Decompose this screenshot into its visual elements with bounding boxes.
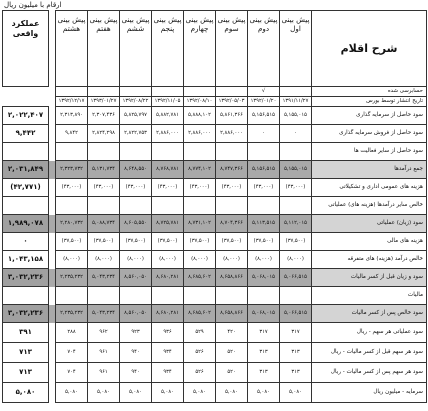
row-label: خالص سایر درآمدها (هزینه های) عملیاتی [312,197,427,215]
forecast-value-cell [216,197,248,215]
forecast-value-cell: ۵,۱۱۲,۰۱۵ [280,215,312,233]
forecast-value-cell: (۸,۰۰۰) [280,251,312,269]
actual-value-cell [3,197,49,215]
forecast-value-cell: ۸,۷۶۸,۷۸۱ [152,161,184,179]
forecast-value-cell: ۵,۰۸۰ [152,383,184,403]
forecast-value-cell: ۵,۰۶۸,۰۱۵ [248,269,280,287]
forecast-value-cell: ۸,۷۳۱,۱۰۲ [184,215,216,233]
forecast-value-cell: (۴۳,۰۰۰) [184,179,216,197]
forecast-value-cell [152,143,184,161]
table-row [3,287,427,305]
forecast-value-cell: ۵,۸۶۱,۳۶۶ [216,107,248,125]
row-label: سود حاصل از سایر فعالیت ها [312,143,427,161]
forecast-value-cell: ۸,۷۴۷,۳۶۶ [216,161,248,179]
forecast-value-cell [216,143,248,161]
row-label: هزینه های عمومی اداری و تشکیلاتی [312,179,427,197]
forecast-value-cell: ۸,۷۲۵,۷۸۱ [152,215,184,233]
forecast-value-cell: ۵,۰۸۰ [248,383,280,403]
forecast-value-cell: ۴۲۰ [216,323,248,343]
actual-value-cell: ۳,۰۳۲,۲۳۶ [3,269,49,287]
forecast-value-cell: ۸,۶۰۵,۵۵۰ [120,215,152,233]
forecast-value-cell: ۵,۸۲۵,۷۹۷ [120,107,152,125]
forecast-value-cell: ۹۳۶ [152,323,184,343]
forecast-value-cell [248,287,280,305]
forecast-value-cell: ۸,۶۸۰,۲۸۱ [152,269,184,287]
forecast-value-cell: ۵,۱۵۵,۰۱۵ [280,161,312,179]
meta-cell: ۱۳۹۲/۰۵/۰۳ [216,97,248,107]
forecast-column-header: پیش بینی هفتم [88,11,120,87]
forecast-value-cell: ۸,۶۸۵,۶۰۲ [184,269,216,287]
forecast-column-header: پیش بینی هشتم [56,11,88,87]
forecast-value-cell [184,197,216,215]
forecast-column-header: پیش بینی پنجم [152,11,184,87]
forecast-value-cell: ۲,۸۸۶,۰۰۰ [184,125,216,143]
row-label: سود خالص پس از کسر مالیات [312,305,427,323]
meta-cell: ۱۳۹۲/۰۸/۱۰ [184,97,216,107]
forecast-value-cell: ۵,۱۵۶,۵۱۵ [248,161,280,179]
forecast-column-header: پیش بینی سوم [216,11,248,87]
forecast-table-body [3,11,427,323]
forecast-value-cell: (۸,۰۰۰) [88,251,120,269]
forecast-value-cell: ۵۲۰ [216,343,248,363]
forecast-value-cell: ۸,۶۸۵,۶۰۲ [184,305,216,323]
row-label: سود و زیان قبل از کسر مالیات [312,269,427,287]
table-row [3,107,427,125]
forecast-value-cell: ۵,۱۵۶,۵۱۵ [248,107,280,125]
forecast-value-cell: ۳۱۷ [248,323,280,343]
actual-value-cell: ۱,۰۴۳,۱۵۸ [3,251,49,269]
forecast-value-cell: ۳۱۳ [248,363,280,383]
forecast-value-cell [280,197,312,215]
actual-value-cell: ۳,۰۳۲,۲۳۶ [3,305,49,323]
per-share-row [3,343,427,363]
forecast-value-cell [56,197,88,215]
forecast-value-cell: ۸,۶۵۸,۸۶۶ [216,269,248,287]
actual-value-cell: ۹,۴۴۲ [3,125,49,143]
meta-cell [88,87,120,97]
actual-value-cell: ۷۱۳ [3,343,49,363]
empty-cell [49,107,56,125]
forecast-value-cell [280,287,312,305]
forecast-value-cell: ۵,۰۸۰ [120,383,152,403]
row-label: مالیات [312,287,427,305]
actual-value-cell [3,143,49,161]
empty-cell [49,97,56,107]
per-share-row [3,323,427,343]
table-row [3,251,427,269]
meta-cell [184,87,216,97]
actual-value-cell [3,287,49,305]
row-label: سود حاصل از سرمایه گذاری [312,107,427,125]
forecast-value-cell: ۹۴۰ [120,343,152,363]
forecast-value-cell: ۵۲۰ [216,363,248,383]
meta-cell: √ [248,87,280,97]
forecast-value-cell: ۵۲۶ [184,363,216,383]
forecast-value-cell: ۰ [280,125,312,143]
table-row [3,269,427,287]
forecast-value-cell [152,197,184,215]
forecast-value-cell: ۹۶۱ [88,363,120,383]
empty-cell [49,343,56,363]
forecast-value-cell: ۵۲۶ [184,343,216,363]
empty-cell [49,323,56,343]
forecast-value-cell [88,143,120,161]
forecast-value-cell: (۳۷,۵۰۰) [216,233,248,251]
forecast-value-cell: ۵,۰۶۸,۰۱۵ [248,305,280,323]
forecast-value-cell: (۳۷,۵۰۰) [248,233,280,251]
forecast-value-cell: ۲,۸۲۴,۲۹۸ [88,125,120,143]
row-label: سرمایه - میلیون ریال [312,383,427,403]
table-row [3,143,427,161]
forecast-value-cell: ۵,۱۳۱,۷۳۴ [88,161,120,179]
forecast-value-cell: ۵,۰۸۸,۷۳۴ [88,215,120,233]
forecast-value-cell: (۴۳,۰۰۰) [120,179,152,197]
per-share-table [2,322,427,403]
forecast-value-cell: (۸,۰۰۰) [184,251,216,269]
empty-cell [49,305,56,323]
empty-cell [49,87,56,97]
meta-cell [152,87,184,97]
empty-cell [49,383,56,403]
forecast-value-cell: (۴۳,۰۰۰) [56,179,88,197]
meta-row [3,87,427,97]
table-title: شرح اقلام [312,11,427,87]
forecast-value-cell: (۴۳,۰۰۰) [88,179,120,197]
forecast-value-cell: ۷۰۴ [56,363,88,383]
empty-cell [49,161,56,179]
meta-cell: ۱۳۹۲/۱۱/۰۵ [152,97,184,107]
forecast-value-cell: ۹,۸۴۲ [56,125,88,143]
forecast-value-cell: ۲,۳۰۷,۴۳۶ [88,107,120,125]
forecast-value-cell: ۲,۸۸۶,۰۰۰ [216,125,248,143]
forecast-value-cell [56,287,88,305]
forecast-value-cell: ۵,۱۵۵,۰۱۵ [280,107,312,125]
forecast-value-cell: (۳۷,۵۰۰) [152,233,184,251]
actual-column-header: عملکرد واقعی [3,11,49,87]
forecast-value-cell: ۵,۰۸۰ [184,383,216,403]
forecast-value-cell: ۹۴۰ [120,363,152,383]
empty-cell [49,197,56,215]
meta-row [3,97,427,107]
forecast-value-cell: ۲,۳۲۳,۷۳۲ [56,161,88,179]
forecast-value-cell: ۲,۲۳۵,۲۳۲ [56,305,88,323]
empty-cell [49,143,56,161]
per-share-row [3,383,427,403]
empty-cell [3,97,49,107]
actual-value-cell: ۲,۰۲۲,۴۰۷ [3,107,49,125]
forecast-value-cell: ۵,۰۶۶,۵۱۵ [280,305,312,323]
actual-value-cell: ۷۱۳ [3,363,49,383]
forecast-value-cell [248,197,280,215]
forecast-value-cell: (۳۷,۵۰۰) [88,233,120,251]
forecast-value-cell: (۸,۰۰۰) [120,251,152,269]
forecast-value-cell: ۹۳۴ [152,363,184,383]
meta-cell: ۱۳۹۲/۱۲/۱۷ [56,97,88,107]
empty-cell [49,125,56,143]
forecast-value-cell: (۳۷,۵۰۰) [56,233,88,251]
row-label: سود حاصل از فروش سرمایه گذاری [312,125,427,143]
forecast-table [2,10,427,323]
row-label: جمع درآمدها [312,161,427,179]
forecast-value-cell: ۳۱۳ [248,343,280,363]
forecast-value-cell: ۲,۸۸۶,۰۰۰ [152,125,184,143]
forecast-value-cell: ۲,۳۱۳,۸۹۰ [56,107,88,125]
forecast-value-cell [88,287,120,305]
table-row [3,197,427,215]
actual-value-cell: ۲,۰۳۱,۸۴۹ [3,161,49,179]
per-share-row [3,363,427,383]
forecast-value-cell: (۸,۰۰۰) [56,251,88,269]
forecast-value-cell: ۵,۰۶۶,۵۱۵ [280,269,312,287]
forecast-value-cell: ۵,۱۱۳,۵۱۵ [248,215,280,233]
empty-cell [49,233,56,251]
forecast-value-cell [184,287,216,305]
forecast-value-cell [120,287,152,305]
unit-note: ارقام با میلیون ریال [4,1,62,9]
forecast-value-cell: ۹۶۲ [88,323,120,343]
forecast-value-cell: ۵۲۹ [184,323,216,343]
forecast-value-cell: ۳۱۷ [280,323,312,343]
meta-cell: ۱۳۹۲/۰۱/۲۰ [248,97,280,107]
forecast-value-cell: ۸,۶۸۰,۲۸۱ [152,305,184,323]
forecast-value-cell [184,143,216,161]
forecast-column-header: پیش بینی اول [280,11,312,87]
forecast-value-cell: ۸,۷۷۴,۱۰۲ [184,161,216,179]
forecast-value-cell: (۳۷,۵۰۰) [120,233,152,251]
table-row [3,233,427,251]
row-label: سود هر سهم پس از کسر مالیات - ریال [312,363,427,383]
empty-cell [49,363,56,383]
empty-cell [49,269,56,287]
meta-cell: ۱۳۹۱/۱۱/۲۷ [280,97,312,107]
table-row [3,125,427,143]
forecast-value-cell: ۸,۵۶۰,۰۵۰ [120,305,152,323]
forecast-value-cell: ۵,۸۸۸,۱۰۲ [184,107,216,125]
table-row [3,215,427,233]
meta-cell [280,87,312,97]
forecast-value-cell: ۳۱۳ [280,343,312,363]
forecast-value-cell: ۵,۰۸۰ [216,383,248,403]
meta-cell [120,87,152,97]
forecast-column-header: پیش بینی دوم [248,11,280,87]
empty-cell [49,251,56,269]
table-row [3,305,427,323]
forecast-value-cell: ۲,۲۳۵,۲۳۲ [56,269,88,287]
forecast-value-cell: ۹۳۴ [152,343,184,363]
forecast-value-cell: ۵,۰۸۰ [280,383,312,403]
forecast-value-cell: ۸,۵۶۰,۰۵۰ [120,269,152,287]
forecast-value-cell: (۳۷,۵۰۰) [184,233,216,251]
forecast-value-cell: (۸,۰۰۰) [216,251,248,269]
meta-cell: ۱۳۹۲/۰۸/۲۲ [120,97,152,107]
actual-value-cell: ۰ [3,233,49,251]
row-label: خالص درآمد (هزینه) های متفرقه [312,251,427,269]
row-label: سود (زیان) عملیاتی [312,215,427,233]
actual-value-cell: (۴۲,۷۷۱) [3,179,49,197]
forecast-value-cell: ۲۸۸ [56,323,88,343]
forecast-value-cell: ۷۰۴ [56,343,88,363]
forecast-value-cell [120,143,152,161]
forecast-column-header: پیش بینی چهارم [184,11,216,87]
forecast-value-cell: ۹۶۱ [88,343,120,363]
empty-cell [49,287,56,305]
actual-value-cell: ۱,۹۸۹,۰۷۸ [3,215,49,233]
forecast-value-cell: ۵,۰۴۳,۲۳۴ [88,269,120,287]
forecast-value-cell: ۸,۷۰۴,۳۶۶ [216,215,248,233]
row-label: حسابرسی شده [312,87,427,97]
forecast-value-cell: ۳۱۳ [280,363,312,383]
table-row [3,179,427,197]
forecast-value-cell: (۸,۰۰۰) [152,251,184,269]
empty-cell [49,215,56,233]
forecast-value-cell: ۵,۰۸۰ [88,383,120,403]
forecast-value-cell: (۴۳,۰۰۰) [248,179,280,197]
forecast-value-cell: (۳۷,۵۰۰) [280,233,312,251]
table-row [3,161,427,179]
forecast-value-cell: (۴۳,۰۰۰) [216,179,248,197]
per-share-table-body [3,323,427,403]
forecast-value-cell [88,197,120,215]
empty-cell [49,179,56,197]
forecast-column-header: پیش بینی ششم [120,11,152,87]
forecast-value-cell: ۵,۰۸۰ [56,383,88,403]
row-label: سود هر سهم قبل از کسر مالیات - ریال [312,343,427,363]
forecast-value-cell: ۵,۰۴۳,۲۳۴ [88,305,120,323]
row-label: تاریخ انتشار توسط بورس [312,97,427,107]
forecast-value-cell [280,143,312,161]
actual-value-cell: ۵,۰۸۰ [3,383,49,403]
row-label: سود عملیاتی هر سهم - ریال [312,323,427,343]
forecast-value-cell: ۵,۸۸۲,۷۸۱ [152,107,184,125]
actual-value-cell: ۳۹۱ [3,323,49,343]
meta-cell [216,87,248,97]
empty-cell [3,87,49,97]
header-row [3,11,427,87]
forecast-value-cell: ۸,۶۵۸,۸۶۶ [216,305,248,323]
forecast-value-cell: ۰ [248,125,280,143]
forecast-value-cell: (۴۳,۰۰۰) [152,179,184,197]
forecast-value-cell: (۴۳,۰۰۰) [280,179,312,197]
forecast-value-cell: ۹۲۳ [120,323,152,343]
forecast-value-cell [56,143,88,161]
forecast-value-cell: ۸,۶۴۸,۵۵۰ [120,161,152,179]
forecast-value-cell [152,287,184,305]
forecast-value-cell: ۲,۲۸۰,۷۳۲ [56,215,88,233]
forecast-value-cell [248,143,280,161]
forecast-value-cell: (۸,۰۰۰) [248,251,280,269]
forecast-value-cell: ۲,۸۲۲,۷۵۳ [120,125,152,143]
meta-cell: ۱۳۹۳/۰۱/۲۷ [88,97,120,107]
forecast-value-cell [120,197,152,215]
row-label: هزینه های مالی [312,233,427,251]
meta-cell [56,87,88,97]
forecast-value-cell [216,287,248,305]
